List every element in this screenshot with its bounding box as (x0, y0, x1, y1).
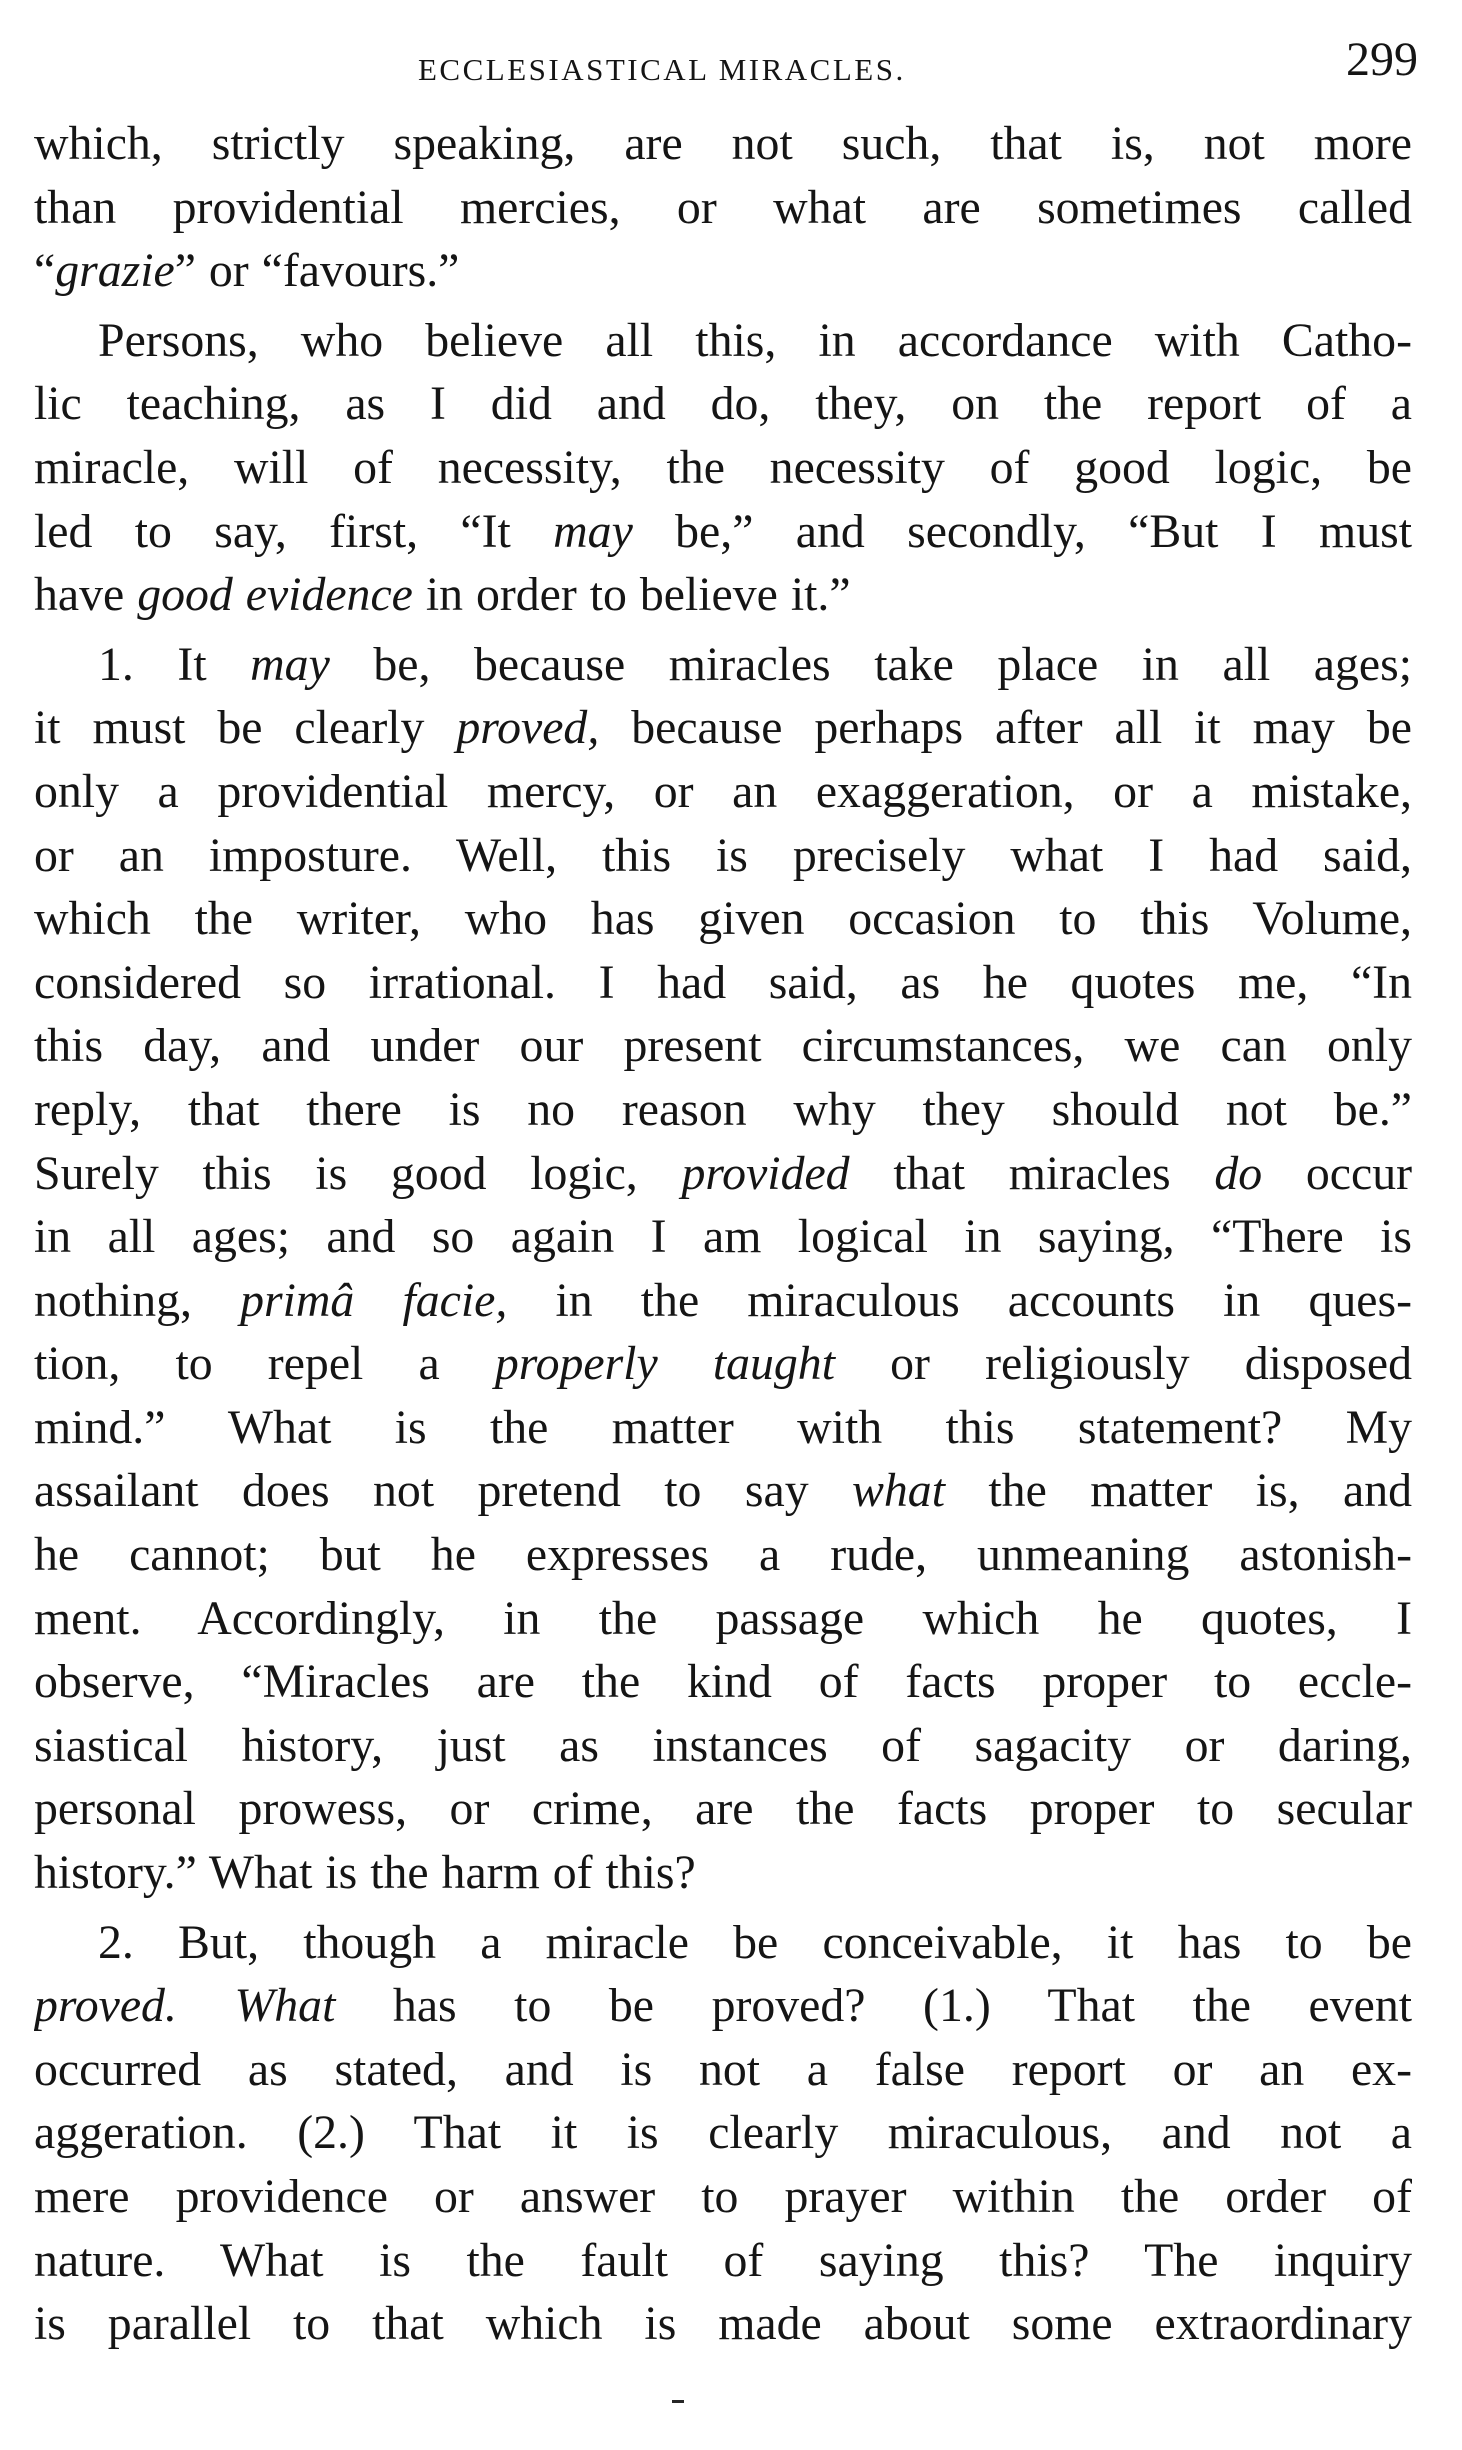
text-line: it must be clearly proved, because perhaps after all it may be (34, 701, 1412, 755)
running-title: ECCLESIASTICAL MIRACLES. (418, 52, 906, 87)
text-line: miracle, will of necessity, the necessity of good logic, be (34, 440, 1412, 494)
text-line: siastical history, just as instances of sagacity or daring, (34, 1718, 1412, 1772)
text-line: mind.” What is the matter with this statement? My (34, 1400, 1412, 1454)
text-line: personal prowess, or crime, are the facts proper to secular (34, 1782, 1412, 1836)
text-line: aggeration. (2.) That it is clearly miraculous, and not a (34, 2106, 1412, 2160)
text-line: in all ages; and so again I am logical in saying, “There is (34, 1210, 1412, 1264)
text-line: led to say, first, “It may be,” and secondly, “But I must (34, 504, 1412, 558)
text-line: which the writer, who has given occasion to this Volume, (34, 892, 1412, 946)
text-line: is parallel to that which is made about some extraordinary (34, 2297, 1412, 2351)
text-line: than providential mercies, or what are sometimes called (34, 180, 1412, 234)
text-line: Persons, who believe all this, in accordance with Catho- (98, 313, 1412, 367)
text-line: or an imposture. Well, this is precisely what I had said, (34, 828, 1412, 882)
text-line: observe, “Miracles are the kind of facts proper to eccle- (34, 1655, 1412, 1709)
page-number: 299 (1346, 33, 1418, 86)
footer-mark (672, 2400, 684, 2403)
text-line: nature. What is the fault of saying this? The inquiry (34, 2233, 1412, 2287)
text-line: this day, and under our present circumstances, we can only (34, 1019, 1412, 1073)
text-line: history.” What is the harm of this? (34, 1846, 696, 1900)
text-line: lic teaching, as I did and do, they, on the report of a (34, 377, 1412, 431)
running-head (34, 33, 1418, 112)
text-line: considered so irrational. I had said, as he quotes me, “In (34, 955, 1412, 1009)
text-line: which, strictly speaking, are not such, that is, not more (34, 117, 1412, 170)
text-line: tion, to repel a properly taught or religiously disposed (34, 1337, 1412, 1391)
text-line: reply, that there is no reason why they should not be.” (34, 1082, 1412, 1136)
text-line: only a providential mercy, or an exaggeration, or a mistake, (34, 764, 1412, 818)
text-line: he cannot; but he expresses a rude, unmeaning astonish- (34, 1528, 1412, 1582)
text-line: mere providence or answer to prayer within the order of (34, 2170, 1412, 2223)
text-line: Surely this is good logic, provided that miracles do occur (34, 1146, 1412, 1200)
text-line: have good evidence in order to believe it.” (34, 568, 851, 622)
text-line: “grazie” or “favours.” (34, 244, 460, 298)
text-line: ment. Accordingly, in the passage which he quotes, I (34, 1591, 1412, 1645)
text-line: 1. It may be, because miracles take place in all ages; (98, 637, 1412, 691)
text-line: 2. But, though a miracle be conceivable, it has to be (98, 1915, 1412, 1969)
text-line: assailant does not pretend to say what the matter is, and (34, 1464, 1412, 1518)
text-line: nothing, primâ facie, in the miraculous accounts in ques- (34, 1273, 1412, 1327)
text-line: occurred as stated, and is not a false report or an ex- (34, 2042, 1412, 2096)
text-line: proved. What has to be proved? (1.) That the event (34, 1979, 1412, 2033)
body-text (34, 112, 1412, 2356)
book-page (34, 33, 1418, 2416)
